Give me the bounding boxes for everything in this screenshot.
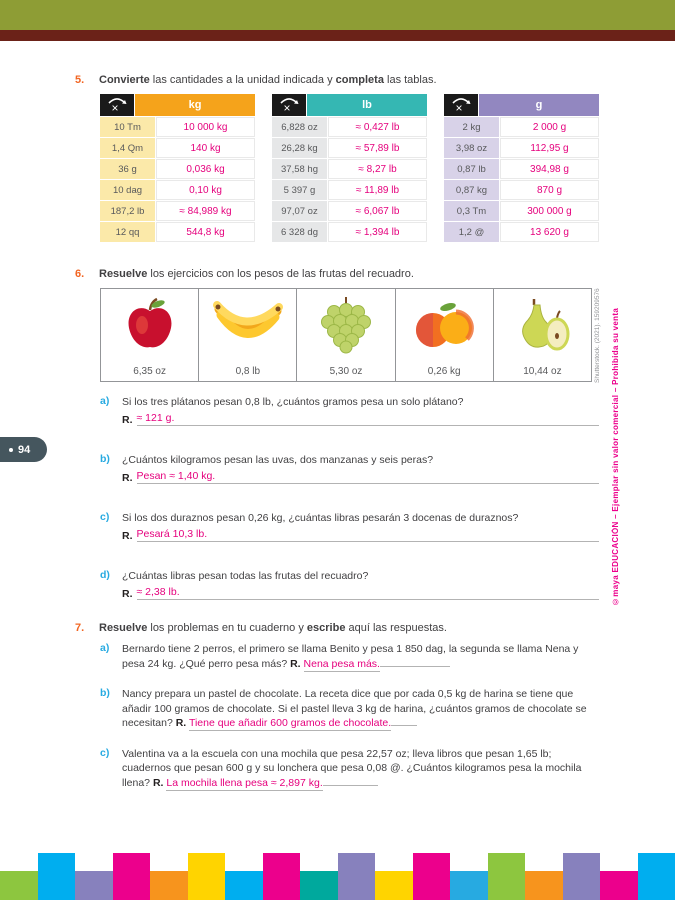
pear-image — [494, 289, 591, 361]
decoration-block — [38, 853, 76, 900]
problem-text — [122, 642, 599, 671]
table-unit-header: lb — [307, 94, 427, 116]
top-maroon-bar — [0, 30, 675, 41]
quantity-cell: 0,3 Tm — [444, 201, 499, 221]
answer-label: R. — [152, 776, 164, 789]
exercise-number: 5. — [75, 74, 85, 86]
converted-value-cell: ≈ 0,427 lb — [328, 117, 427, 137]
exercise-instruction — [99, 622, 599, 634]
svg-text:×: × — [455, 101, 463, 114]
question-text: ¿Cuántos kilogramos pesan las uvas, dos manzanas y seis peras? — [122, 454, 434, 466]
table-row — [272, 180, 427, 200]
page-number-badge — [0, 437, 47, 462]
instruction-bold-word: completa — [335, 74, 384, 86]
converted-value-cell: 13 620 g — [500, 222, 599, 242]
decoration-block — [263, 853, 301, 900]
decoration-block — [0, 871, 38, 900]
conversion-tables — [100, 94, 599, 243]
multiply-arrow-icon — [272, 94, 306, 116]
table-row — [100, 222, 255, 242]
answer-label: R. — [122, 414, 133, 426]
question-a — [100, 395, 599, 426]
quantity-cell: 36 g — [100, 159, 155, 179]
question-text: ¿Cuántas libras pesan todas las frutas del recuadro? — [122, 570, 369, 582]
quantity-cell: 10 dag — [100, 180, 155, 200]
quantity-cell: 37,58 hg — [272, 159, 327, 179]
decoration-block — [113, 853, 151, 900]
quantity-cell: 6 328 dg — [272, 222, 327, 242]
converted-value-cell: ≈ 84,989 kg — [156, 201, 255, 221]
fruit-box — [100, 288, 592, 382]
converted-value-cell: 544,8 kg — [156, 222, 255, 242]
problem-text — [122, 747, 599, 791]
quantity-cell: 1,4 Qm — [100, 138, 155, 158]
converted-value-cell: ≈ 11,89 lb — [328, 180, 427, 200]
fruit-pear — [494, 289, 591, 381]
instruction-bold-word: Resuelve — [99, 268, 148, 280]
fruit-weight: 10,44 oz — [523, 365, 562, 377]
question-letter: d) — [100, 569, 110, 581]
decoration-block — [450, 871, 488, 900]
table-row — [272, 201, 427, 221]
problem-statement: Bernardo tiene 2 perros, el primero se llama Benito y pesa 1 850 dag, la segunda se llama Nena y pesa 24 kg. ¿Qué perro pesa más? — [122, 643, 579, 670]
table-row — [272, 159, 427, 179]
problem-text — [122, 687, 599, 731]
conversion-table-g — [444, 94, 599, 243]
question-letter: a) — [100, 395, 110, 407]
conversion-table-kg — [100, 94, 255, 243]
bottom-decoration-strip — [0, 853, 675, 900]
exercise-5 — [75, 74, 599, 243]
decoration-block — [563, 853, 601, 900]
table-row — [100, 117, 255, 137]
fruit-weight: 0,26 kg — [427, 365, 461, 377]
answer-line: Pesará 10,3 lb. — [137, 528, 600, 542]
exercise-6 — [75, 268, 599, 627]
fruit-peaches — [396, 289, 494, 381]
table-row — [272, 117, 427, 137]
question-letter: c) — [100, 511, 110, 523]
problem-c — [100, 747, 599, 791]
table-row — [100, 159, 255, 179]
answer-label: R. — [122, 530, 133, 542]
converted-value-cell: ≈ 8,27 lb — [328, 159, 427, 179]
decoration-block — [525, 871, 563, 900]
converted-value-cell: 300 000 g — [500, 201, 599, 221]
answer-line: Tiene que añadir 600 gramos de chocolate. — [188, 717, 392, 729]
peaches-image — [396, 289, 493, 361]
instruction-text: los problemas en tu cuaderno y — [147, 622, 307, 634]
problem-letter: a) — [100, 642, 110, 654]
question-c — [100, 511, 599, 542]
quantity-cell: 0,87 lb — [444, 159, 499, 179]
decoration-block — [375, 871, 413, 900]
quantity-cell: 2 kg — [444, 117, 499, 137]
table-unit-header: kg — [135, 94, 255, 116]
instruction-text: las tablas. — [383, 74, 437, 86]
instruction-text: aquí las respuestas. — [345, 622, 447, 634]
answer-line: Nena pesa más. — [303, 657, 380, 670]
table-row — [444, 159, 599, 179]
question-d — [100, 569, 599, 600]
fruit-apple — [101, 289, 199, 381]
quantity-cell: 6,828 oz — [272, 117, 327, 137]
quantity-cell: 97,07 oz — [272, 201, 327, 221]
fruit-grapes — [297, 289, 395, 381]
fruit-weight: 6,35 oz — [133, 365, 166, 377]
quantity-cell: 5 397 g — [272, 180, 327, 200]
question-b — [100, 453, 599, 484]
question-text: Si los tres plátanos pesan 0,8 lb, ¿cuántos gramos pesa un solo plátano? — [122, 396, 464, 408]
table-row — [100, 138, 255, 158]
table-row — [444, 138, 599, 158]
table-row — [444, 180, 599, 200]
problem-b — [100, 687, 599, 731]
converted-value-cell: ≈ 6,067 lb — [328, 201, 427, 221]
decoration-block — [150, 871, 188, 900]
converted-value-cell: ≈ 57,89 lb — [328, 138, 427, 158]
table-row — [444, 117, 599, 137]
instruction-text: las cantidades a la unidad indicada y — [149, 74, 336, 86]
table-row — [444, 201, 599, 221]
quantity-cell: 12 qq — [100, 222, 155, 242]
question-letter: b) — [100, 453, 110, 465]
table-row — [100, 180, 255, 200]
converted-value-cell: ≈ 1,394 lb — [328, 222, 427, 242]
table-unit-header: g — [479, 94, 599, 116]
apple-image — [101, 289, 198, 361]
exercise-instruction — [99, 268, 599, 280]
decoration-block — [488, 853, 526, 900]
instruction-bold-word: escribe — [306, 622, 346, 634]
quantity-cell: 1,2 @ — [444, 222, 499, 242]
fruit-bananas — [199, 289, 297, 381]
top-olive-bar — [0, 0, 675, 30]
answer-trail-line — [323, 777, 378, 786]
answer-label: R. — [175, 717, 187, 729]
fruit-weight: 5,30 oz — [329, 365, 363, 377]
instruction-bold-word: Resuelve — [99, 622, 148, 634]
multiply-arrow-icon — [100, 94, 134, 116]
table-row — [272, 138, 427, 158]
quantity-cell: 187,2 lb — [100, 201, 155, 221]
answer-trail-line — [380, 658, 450, 667]
badge-dot — [9, 448, 13, 452]
table-row — [100, 201, 255, 221]
answer-label: R. — [290, 657, 301, 670]
problem-letter: c) — [100, 746, 110, 759]
decoration-block — [75, 871, 113, 900]
instruction-bold-word: Convierte — [99, 74, 150, 86]
converted-value-cell: 112,95 g — [500, 138, 599, 158]
quantity-cell: 0,87 kg — [444, 180, 499, 200]
table-row — [444, 222, 599, 242]
decoration-block — [338, 853, 376, 900]
converted-value-cell: 870 g — [500, 180, 599, 200]
converted-value-cell: 394,98 g — [500, 159, 599, 179]
converted-value-cell: 0,10 kg — [156, 180, 255, 200]
answer-label: R. — [122, 472, 133, 484]
quantity-cell: 3,98 oz — [444, 138, 499, 158]
instruction-text: los ejercicios con los pesos de las frutas del recuadro. — [147, 268, 414, 280]
fruit-weight: 0,8 lb — [235, 365, 261, 377]
decoration-block — [413, 853, 451, 900]
decoration-block — [188, 853, 226, 900]
multiply-arrow-icon — [444, 94, 478, 116]
quantity-cell: 10 Tm — [100, 117, 155, 137]
photo-credit: Shutterstock. (2021). 159209576 — [594, 288, 601, 384]
answer-trail-line — [391, 717, 417, 726]
page-number: 94 — [18, 443, 31, 456]
answer-line: ≈ 121 g. — [137, 412, 600, 426]
exercise-number: 6. — [75, 268, 85, 280]
decoration-block — [300, 871, 338, 900]
converted-value-cell: 140 kg — [156, 138, 255, 158]
publisher-side-text: ©maya EDUCACIÓN – Ejemplar sin valor comercial – Prohibida su venta — [611, 307, 620, 607]
problem-statement: Nancy prepara un pastel de chocolate. La receta dice que por cada 0,5 kg de harina se tiene que añadir 100 gramos de chocolate. Si el pastel lleva 3 kg de harina, ¿cuántos gramos de chocolate se necesitan? — [122, 688, 587, 729]
svg-text:×: × — [111, 101, 119, 114]
conversion-table-lb — [272, 94, 427, 243]
quantity-cell: 26,28 kg — [272, 138, 327, 158]
table-row — [272, 222, 427, 242]
exercise-7 — [75, 622, 599, 806]
exercise-number: 7. — [75, 622, 85, 634]
answer-label: R. — [122, 588, 133, 600]
bananas-image — [199, 289, 296, 361]
converted-value-cell: 0,036 kg — [156, 159, 255, 179]
exercise-instruction — [99, 74, 599, 86]
decoration-block — [225, 871, 263, 900]
converted-value-cell: 2 000 g — [500, 117, 599, 137]
problem-letter: b) — [100, 687, 110, 699]
question-text: Si los dos duraznos pesan 0,26 kg, ¿cuántas libras pesarán 3 docenas de duraznos? — [122, 512, 519, 524]
answer-line: La mochila llena pesa ≈ 2,897 kg. — [166, 776, 323, 789]
converted-value-cell: 10 000 kg — [156, 117, 255, 137]
svg-text:×: × — [283, 101, 291, 114]
decoration-block — [638, 853, 675, 900]
problem-statement: Valentina va a la escuela con una mochila que pesa 22,57 oz; lleva libros que pesan 1,65 lb; cuadernos que pesan 600 g y su lonchera que pesa 0,08 @. ¿Cuántos kilogramos pesa la mochila llena? — [122, 747, 582, 789]
decoration-block — [600, 871, 638, 900]
answer-line: Pesan ≈ 1,40 kg. — [137, 470, 600, 484]
grapes-image — [297, 289, 394, 361]
answer-line: ≈ 2,38 lb. — [137, 586, 600, 600]
problem-a — [100, 642, 599, 671]
